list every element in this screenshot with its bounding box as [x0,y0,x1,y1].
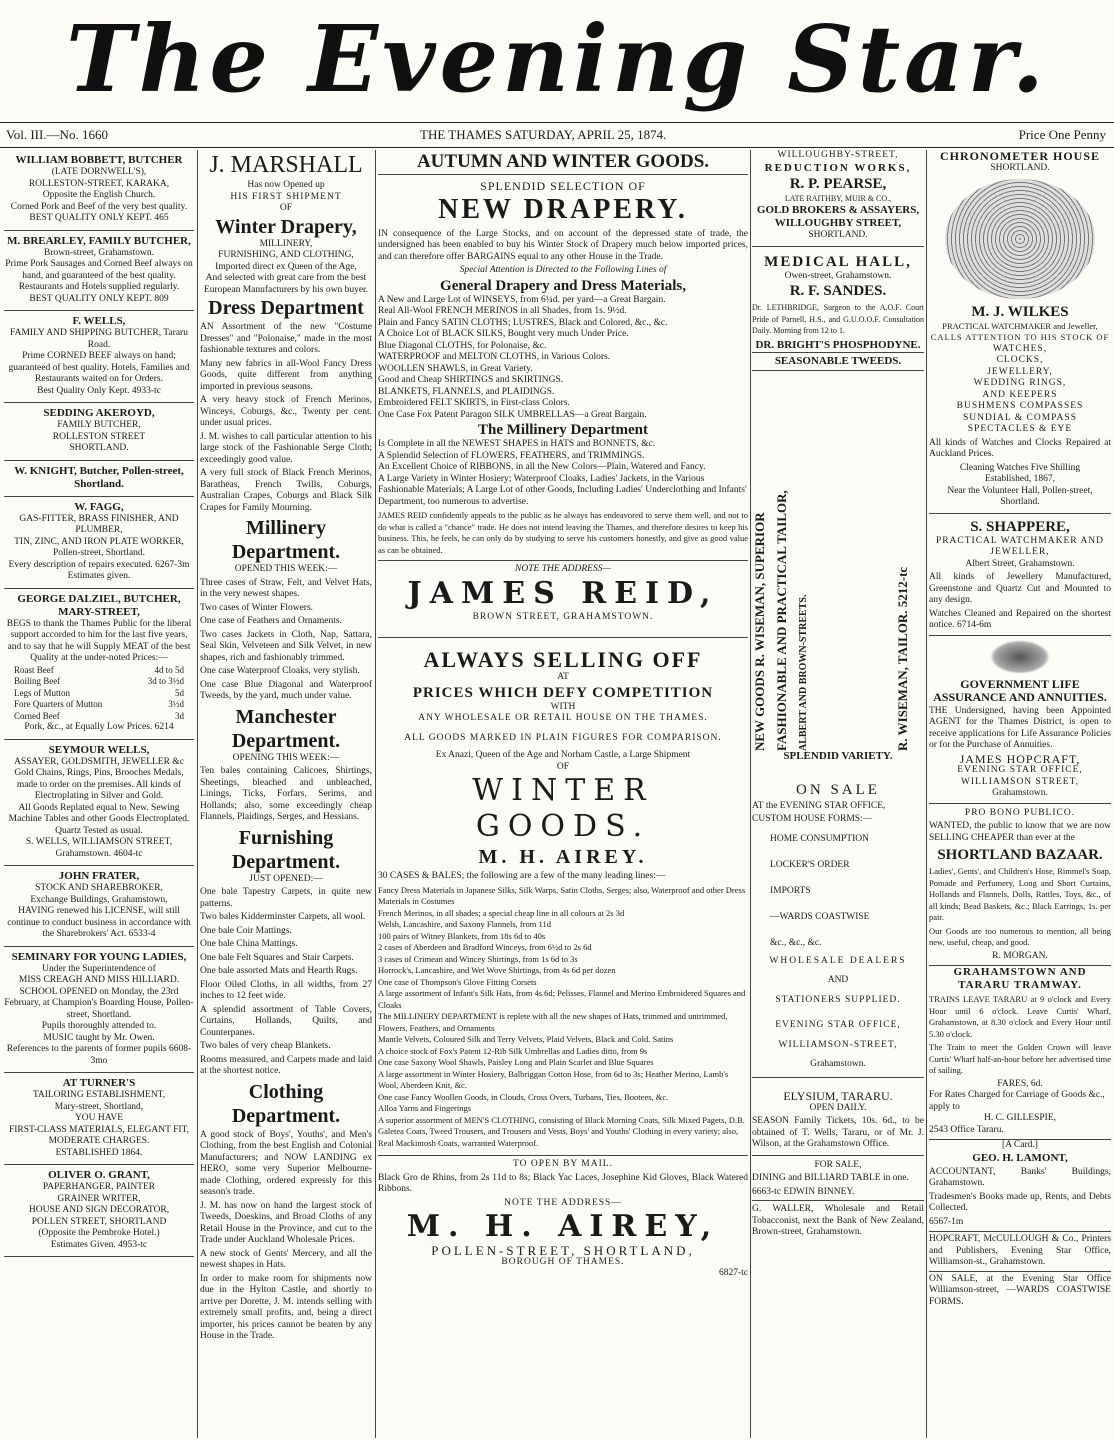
section-paragraph: In order to make room for shipments now due in the Hylton Castle, and shortly to arrive per Dorette, J. M. intends selling with extremely small profits, and, being a direct importer, his prices cannot be beaten by any House in the Trade. [200,1273,372,1341]
business-ad [4,231,194,312]
waller: G. WALLER, Wholesale and Retail Tobacconist, next the Bank of New Zealand, Brown-street, Grahamstown. [752,1200,924,1239]
forms-list [752,826,924,956]
drapery-line: A New and Large Lot of WINSEYS, from 6¼d. per yard—a Great Bargain. [378,294,666,305]
binney: 6663-tc EDWIN BINNEY. [752,1186,855,1197]
wilkes-name: M. J. WILKES [971,303,1069,320]
business-ad [4,740,194,867]
train-golden-crown: The Train to meet the Golden Crown will leave Curtis' Wharf half-an-hour before her advertised time of sailing. [929,1042,1111,1075]
stock-line: A superior assortment of MEN'S CLOTHING, consisting of Black Morning Coats, Silk Mixed Pagets, D.B. Galetea Coats, Tweed Trousers, and Trousers and Vests, Boys' and Youths' Clothing in every variety; also, Real Mackintosh Coats, warranted Waterproof. [378,1114,745,1148]
section-paragraph: Two bales of very cheap Blankets. [200,1041,331,1051]
wiseman-line-5: R. WISEMAN, TAILOR. 5212-tc [895,566,910,751]
ad-line: Brown-street, Grahamstown. [43,247,154,258]
at-evening-star: AT the EVENING STAR OFFICE, [752,800,886,811]
price-item: Legs of Mutton [14,687,70,698]
calls-attention: CALLS ATTENTION TO HIS STOCK OF [930,332,1110,342]
section-paragraph: J. M. wishes to call particular attention to his large stock of the Fashionable Serge Cloth; exceedingly good value. [200,431,372,465]
custom-house-forms: CUSTOM HOUSE FORMS:— [752,814,873,824]
stock-line: Welsh, Lancashire, and Saxony Flannels, from 11d [378,919,551,929]
price-row [4,688,194,700]
watches-cleaned: Watches Cleaned and Repaired on the shortest notice. 6714-6m [929,609,1111,636]
price-value: 5d [175,687,184,698]
note-address-2: NOTE THE ADDRESS— [504,1197,622,1208]
ad-line: Under the Superintendence of [42,963,156,974]
ad-line: ROLLESTON STREET [52,431,146,442]
marshall-header: J. MARSHALL [209,152,363,178]
wilkes-prac: PRACTICAL WATCHMAKER and Jeweller, [942,320,1098,331]
ad-heading: F. WELLS, [72,315,126,327]
clock-illustration [945,179,1095,299]
winter-drapery-heading: Winter Drapery, [215,215,357,238]
section-heading: Furnishing Department. [231,826,341,873]
ad-line: All Goods Replated equal to New. Sewing Machine Tables and other Goods Electroplated. [8,802,190,824]
section-sub: JUST OPENED:— [249,873,323,884]
any-wholesale: ANY WHOLESALE OR RETAIL HOUSE ON THE THAMES. [418,713,708,723]
ad-line: SCHOOL OPENED on Monday, the 23rd February, at Champion's Boarding House, Pollen-street, Shortland. [4,986,194,1020]
section-paragraph: One case Waterproof Cloaks, very stylish. [200,666,360,676]
masthead [0,0,1114,118]
millinery-heading: The Millinery Department [478,422,648,438]
section-paragraph: A new stock of Gents' Mercery, and all the newest shapes in Hats. [200,1248,372,1270]
business-ad [4,497,194,589]
stock-line: A large assortment in Winter Hosiery, Balbriggan Cotton Hose, from 6d to 3s; Heather Merino, Lamb's Wool, Aberdeen Knit, &c. [378,1068,729,1090]
wanted: WANTED, the public to know that we are now SELLING CHEAPER than ever at the [929,821,1111,843]
season-tickets: SEASON Family Tickets, 10s. 6d., to be obtained of T. Wells, Tararu, or of Mr. J. Wilson, at the Grahamstown Office. [752,1116,924,1156]
chronometer-house: CHRONOMETER HOUSE [939,150,1100,163]
marshall-line-4: And selected with great care from the best European Manufacturers by his own buyer. [203,273,369,295]
ad-line: SHORTLAND. [69,443,129,453]
stock-item: BUSHMENS COMPASSES [956,401,1084,411]
business-ad [4,311,194,403]
section-heading: Dress Department [208,297,364,319]
ad-line: Estimates Given. 4953-tc [50,1239,148,1250]
bazaar-ladies: Ladies', Gents', and Children's Hose, Rimmel's Soap, Pomade and Perfumery, Long and Short Curtains, Hollands and Flannels, Dolls, Rattles, Toys, &c., of all kinds; Bead Baskets, &c.; Black Earrings, 1s. per pair. [929,866,1111,922]
prices-defy: PRICES WHICH DEFY COMPETITION [412,684,714,701]
price-value: 3d [175,710,184,721]
albert-street: Albert Street, Grahamstown. [965,558,1075,569]
late-raithby: LATE RAITHBY, MUIR & CO., [784,193,892,203]
evening-star-office-5: EVENING STAR OFFICE, [957,765,1083,775]
reid-address: BROWN STREET, GRAHAMSTOWN. [472,611,654,622]
drapery-line: BLANKETS, FLANNELS, and PLAIDINGS. [378,386,555,397]
ad-line: TAILORING ESTABLISHMENT, [32,1090,166,1100]
ad-line: Corned Pork and Beef of the very best quality. [10,201,188,212]
williamson-street-5: WILLIAMSON STREET, [960,776,1080,787]
ad-line: FIRST-CLASS MATERIALS, ELEGANT FIT, MODERATE CHARGES. [8,1124,190,1146]
ad-line: HAVING renewed his LICENSE, will still continue to conduct business in accordance with the Sharebrokers' Act. 6533-4 [7,906,191,939]
rates-charged: For Rates Charged for Carriage of Goods &c., apply to [929,1090,1105,1112]
general-drapery-heading: General Drapery and Dress Materials, [440,277,686,294]
stock-line: A large assortment of Infant's Silk Hats, from 4s 6d; Pelisses, Flannel and Merino Embroidered Squares and Cloaks [378,988,746,1010]
ad-line: MUSIC taught by Mr. Owen. [43,1032,155,1043]
form-item: &c., &c., &c. [770,937,822,948]
stock-item: SPECTACLES & EYE [967,424,1073,434]
lethbridge: Dr. LETHBRIDGE, Surgeon to the A.O.F. Court Pride of Parnell, H.S., and G.U.O.O.F. Consultation Daily. Morning from 12 to 1. [752,303,924,335]
ad-heading: OLIVER O. GRANT, [48,1169,150,1181]
drapery-line: One Case Fox Patent Paragon SILK UMBRELLAS—a Great Bargain. [378,409,647,420]
shipment-line: Ex Anazi, Queen of the Age and Norham Castle, a Large Shipment [435,750,691,760]
ad-heading: GEORGE DALZIEL, BUTCHER, MARY-STREET, [17,592,181,618]
jewellery-manufactured: All kinds of Jewellery Manufactured, Greenstone and Quartz Cut and Mounted to any design. [929,572,1111,605]
wiseman-vertical-ad [752,371,924,761]
medical-hall: MEDICAL HALL, [764,253,912,270]
section-paragraph: Many new fabrics in all-Wool Fancy Dress Goods, quite different from anything imported in previous seasons. [200,358,372,392]
business-ad [4,1165,194,1257]
ad-heading: SEMINARY FOR YOUNG LADIES, [11,950,187,963]
business-ad [4,589,194,740]
ad-line: Best Quality Only Kept. 4933-tc [37,385,161,396]
ad-line: YOU HAVE [74,1113,124,1123]
stock-line: Horrock's, Lancashire, and Wet Wove Shirtings, from 4s 6d per dozen [378,965,616,975]
autumn-winter-heading: AUTUMN AND WINTER GOODS. [378,150,748,175]
shappere-name: S. SHAPPERE, [970,518,1070,535]
gillespie: H. C. GILLESPIE, [983,1113,1057,1123]
stock-line: Mantle Velvets, Coloured Silk and Terry Velvets, Plaid Velvets, Black and Cold. Satins [378,1034,674,1044]
with-label: WITH [550,701,576,712]
ad-tail: Pork, &c., at Equally Low Prices. 6214 [24,722,174,732]
established: Established, 1867, [985,474,1055,484]
ad-line: POLLEN STREET, SHORTLAND [31,1216,167,1227]
ad-line: S. WELLS, WILLIAMSON STREET, Grahamstown. 4604-tc [25,837,173,859]
business-ad [4,866,194,947]
near-volunteer-hall: Near the Volunteer Hall, Pollen-street, Shortland. [929,486,1111,514]
fares: FARES, 6d. [997,1078,1043,1089]
coastwise-forms: ON SALE, at the Evening Star Office Williamson-street, —WARDS COASTWISE FORMS. [929,1271,1111,1309]
section-paragraph: Three cases of Straw, Felt, and Velvet Hats, in the very newest shapes. [200,577,372,599]
section-paragraph: Two cases Jackets in Cloth, Nap, Sattara, Seal Skin, Velveteen and Silk Velvet, in new shapes, rich and fashionably trimmed. [200,629,372,663]
willoughby-street: WILLOUGHBY-STREET, [777,150,899,160]
drapery-line: Embroidered FELT SKIRTS, in First-class Colors. [378,398,570,408]
airey-stock-list [378,885,748,1150]
hopcraft-printers: HOPCRAFT, McCULLOUGH & Co., Printers and Publishers, Evening Star Office, Williamson-st., Grahamstown. [929,1234,1111,1267]
ad-line: References to the parents of former pupils 6608-3mo [6,1044,192,1066]
wiseman-line-1: NEW GOODS R. WISEMAN, SUPERIOR [752,511,767,751]
ad-line: Opposite the English Church. [42,190,156,200]
ad-heading: W. KNIGHT, Butcher, Pollen-street, Shortland. [14,464,184,490]
ad-line: Gold Chains, Rings, Pins, Brooches Medals, made to order on the premises. All kinds of Electroplating in Silver and Gold. [14,768,184,801]
willoughby-street-2: WILLOUGHBY STREET, [774,217,902,229]
marshall-line-1: MILLINERY, [259,238,313,249]
dateline [0,122,1114,148]
new-drapery-heading: NEW DRAPERY. [438,193,688,225]
ad-line: Quartz Tested as usual. [55,825,143,836]
to-open-by-mail: TO OPEN BY MAIL. [378,1155,748,1171]
phosphodyne: DR. BRIGHT'S PHOSPHODYNE. [755,338,921,351]
hopcraft-name: JAMES HOPCRAFT, [959,751,1081,766]
section-paragraph: One bale China Mattings. [200,939,298,949]
stock-item: CLOCKS, [996,355,1044,365]
ad-line: ASSAYER, GOLDSMITH, JEWELLER &c [14,756,184,767]
for-sale: FOR SALE, [814,1159,862,1170]
pearse-name: R. P. PEARSE, [789,175,887,192]
business-ad [4,947,194,1074]
section-paragraph: Rooms measured, and Carpets made and laid at the shortest notice. [200,1054,372,1076]
business-ad [4,1073,194,1165]
general-drapery-list [378,295,748,422]
stationers-supplied: STATIONERS SUPPLIED. [775,994,901,1005]
marshall-intro-2: HIS FIRST SHIPMENT [230,191,342,202]
price-value: 4d to 5d [154,664,184,675]
column-services [752,150,924,1438]
section-paragraph: A very full stock of Black French Merinos, Baratheas, French Twills, Coburgs, Australian Crapes, Coburgs and Black Silk Crapes for Family Mourning. [200,468,372,513]
williamson-street: WILLIAMSON-STREET, [778,1039,898,1050]
ad-line: Prime Pork Sausages and Corned Beef always on hand, and guaranteed of the best quality. Restaurants and Hotels supplied regularly. [5,259,193,292]
wholesale-dealers: WHOLESALE DEALERS [769,955,907,966]
cases-bales: 30 CASES & BALES; the following are a few of the many leading lines:— [378,871,666,881]
tradesmen-books: Tradesmen's Books made up, Rents, and Debts Collected. [929,1191,1111,1213]
pollen-street: POLLEN-STREET, SHORTLAND, [431,1243,695,1258]
ad-line: Mary-street, Shortland, [54,1101,144,1112]
section-sub: OPENING THIS WEEK:— [232,752,340,763]
stock-line: 100 pairs of Witney Blankets, from 18s 6d to 40s [378,930,546,941]
ad-line: BEGS to thank the Thames Public for the liberal support accorded to him for the last five years, and to say that he will Supply MEAT of the best Quality at the under-noted Prices:— [6,618,192,663]
ad-line: HOUSE AND SIGN DECORATOR, [28,1205,170,1215]
owen-street: Owen-street, Grahamstown. [784,270,892,281]
section-paragraph: Ten bales containing Calicoes, Shirtings, Sheetings, bleached and unbleached, Linings, Ticks, Forfars, Serims, and Hollands; also, some exceedingly cheap Flannels, Plaidings, Serges, and Hessians. [200,766,372,822]
volume-number: Vol. III.—No. 1660 [6,127,108,142]
marshall-line-3: Imported direct ex Queen of the Age, [215,261,357,272]
reduction-works: REDUCTION WORKS, [764,161,912,174]
morgan-name: R. MORGAN. [929,951,1111,967]
all-kinds: All kinds of Watches and Clocks Repaired at Auckland Prices. [929,437,1111,459]
drapery-line: WOOLLEN SHAWLS, in Great Variety. [378,363,533,374]
ad-line: ROLLESTON-STREET, KARAKA, [28,178,170,189]
stock-line: One case Fancy Woollen Goods, in Clouds, Cross Overs, Turbans, Ties, Bootees, &c. [378,1091,669,1102]
stock-item: SUNDIAL & COMPASS [963,412,1077,423]
ad-heading: SEDDING AKEROYD, [43,407,155,419]
newspaper-title: The Evening Star. [66,5,1048,113]
section-paragraph: One bale assorted Mats and Hearth Rugs. [200,966,358,976]
millinery-list [378,439,748,508]
ad-line: Exchange Buildings, Grahamstown, [30,894,168,905]
seasonable-tweeds: SEASONABLE TWEEDS. [752,352,924,371]
section-paragraph: Two cases of Winter Flowers. [200,602,314,613]
shortland: SHORTLAND. [752,230,924,247]
column-marshall [200,150,372,1438]
section-paragraph: Two bales Kidderminster Carpets, all wool. [200,912,366,922]
accountant: ACCOUNTANT, Banks' Buildings, Grahamstown. [929,1166,1111,1188]
drapery-line: Good and Cheap SHIRTINGS and SKIRTINGS. [378,375,564,385]
shappere-prac: PRACTICAL WATCHMAKER AND JEWELLER, [935,535,1105,557]
stock-item: AND KEEPERS [982,389,1058,400]
stock-item: WEDDING RINGS, [973,378,1067,388]
shortland-5: SHORTLAND. [990,163,1050,173]
stock-line: One case Saxony Wool Shawls, Paisley Long and Plain Scarlet and Blue Squares [378,1057,654,1067]
stock-line: One case of Thompson's Glove Fitting Corsets [378,976,537,987]
ad-line: BEST QUALITY ONLY KEPT. 465 [29,213,169,223]
winter-goods-heading: WINTER GOODS. [472,773,654,844]
wilkes-stock-list [929,344,1111,436]
stock-line: 3 cases of Crimean and Wincey Shirtings, from 1s 6d to 3s [378,953,578,964]
trains-leave: TRAINS LEAVE TARARU at 9 o'clock and Every Hour until 6 o'clock. Leave Curtis' Wharf, Grahamstown, at 8.30 o'clock and Every Hour until 5.30 o'clock. [929,994,1111,1039]
wiseman-line-2: FASHIONABLE AND PRACTICAL TAILOR, [774,489,789,751]
price-item: Boiling Beef [14,676,61,686]
ad-line: ESTABLISHED 1864. [55,1147,143,1158]
grahamstown-5: Grahamstown. [929,788,1111,804]
open-daily: OPEN DAILY. [809,1102,867,1113]
wiseman-line-4: SPLENDID VARIETY. [783,749,893,762]
ad-line: GRAINER WRITER, [57,1193,141,1204]
ad-line: GAS-FITTER, BRASS FINISHER, AND PLUMBER, [19,513,179,535]
stock-item: JEWELLERY, [987,366,1053,377]
section-paragraph: A splendid assortment of Table Covers, Curtains, Hollands, Quilts, and Counterpanes. [200,1004,372,1038]
stock-line: Alloa Yarns and Fingerings [378,1103,472,1113]
drapery-line: A Choice Lot of BLACK SILKS, Bought very much Under Price. [378,329,629,339]
section-heading: Clothing Department. [231,1080,341,1127]
ad-line: Every description of repairs executed. 6267-3m Estimates given. [8,559,190,581]
government-life: GOVERNMENT LIFE ASSURANCE AND ANNUITIES. [933,676,1107,704]
ad-line: MISS CREAGH AND MISS HILLIARD. [18,975,180,985]
ad-heading: SEYMOUR WELLS, [48,743,150,756]
drapery-line: Real All-Wool FRENCH MERINOS in all Shades, from 1s. 9½d. [378,306,627,316]
section-paragraph: AN Assortment of the new "Costume Dresses" and "Polonaise," made in the most fashionable textures and colors. [200,322,372,355]
ad-heading: AT TURNER'S [62,1077,136,1089]
tramway-heading: GRAHAMSTOWN AND TARARU TRAMWAY. [953,966,1087,991]
mail-goods: Black Gro de Rhins, from 2s 11d to 8s; Black Yac Laces, Josephine Kid Gloves, Black Watered Ribbons. [378,1172,748,1194]
ad-line: FAMILY AND SHIPPING BUTCHER, Tararu Road. [10,328,188,350]
column-rule [197,150,198,1438]
price-row [4,711,194,723]
elysium: ELYSIUM, TARARU. [783,1088,893,1103]
section-paragraph: J. M. has now on hand the largest stock of Tweeds, Doeskins, and Broad Cloths of any Retail House in the Province, and cut to the Trade under Auckland Wholesale Prices. [200,1200,372,1245]
reid-appeal: JAMES REID confidently appeals to the public as he always has endeavored to serve them well, and not to do what is called a "chance" trade. He does not intend leaving the Thames, and therefore desires to keep his business. This, he feels, he can only do by studying to serve his customers honestly, and give as good value as can be obtained. [378,510,748,555]
ad-line: (Opposite the Pembroke Hotel.) [38,1228,160,1238]
business-ad [4,150,194,231]
stock-line: French Merinos, in all shades; a special cheap line in all colours at 2s 3d [378,907,625,918]
airey-name: M. H. AIREY, [406,1209,720,1244]
price-value: 3d to 3½d [147,676,184,686]
column-business-ads [4,150,194,1438]
marshall-line-2: FURNISHING, AND CLOTHING, [218,250,354,260]
section-paragraph: Floor Oiled Cloths, in all widths, from 27 inches to 12 feet wide. [200,979,372,1001]
ad-line: Pupils thoroughly attended to. [41,1021,157,1031]
wiseman-line-3: ALBERT AND BROWN-STREETS. [798,594,809,751]
section-paragraph: A good stock of Boys', Youths', and Men's Clothing, from the best English and Colonial Manufacturers; and NOW LANDING ex HERO, some very Superior Melbourne-made Clothing, ordered expressly for this season's trade. [200,1129,372,1197]
evening-star-office: EVENING STAR OFFICE, [775,1020,901,1030]
ad-line: BEST QUALITY ONLY KEPT. 809 [29,293,169,304]
drapery-line: Plain and Fancy SATIN CLOTHS; LUSTRES, Black and Colored, &c., &c. [378,317,668,328]
section-paragraph: One case Blue Diagonal and Waterproof Tweeds, by the yard, much under value. [200,679,372,701]
airey-heading: M. H. AIREY. [478,846,648,868]
form-item: HOME CONSUMPTION [770,833,869,844]
lamont-code: 6567-1m [929,1217,1111,1233]
issue-date: THE THAMES SATURDAY, APRIL 25, 1874. [420,127,667,142]
form-item: LOCKER'S ORDER [770,859,850,870]
price-row [4,665,194,677]
section-paragraph: One bale Coir Mattings. [200,925,292,936]
section-heading: Millinery Department. [231,517,341,563]
undersigned: THE Undersigned, having been Appointed AGENT for the Thames District, is open to receive applications for Life Assurance Policies or for the Purchase of Annuities. [929,705,1111,750]
form-item: —WARDS COASTWISE [770,911,870,922]
lamont-name: GEO. H. LAMONT, [972,1151,1068,1164]
of-label: OF [556,761,570,772]
section-paragraph: One bale Felt Squares and Stair Carpets. [200,952,354,963]
column-rule [926,150,927,1438]
section-heading: Manchester Department. [231,705,341,752]
on-sale: ON SALE [796,781,880,798]
borough: BOROUGH OF THAMES. [501,1256,625,1267]
marshall-intro-1: Has now Opened up [247,180,325,190]
drapery-line: WATERPROOF and MELTON CLOTHS, in Various Colors. [378,352,611,362]
form-item: IMPORTS [770,885,811,896]
office-tararu: 2543 Office Tararu. [929,1125,1111,1141]
ad-line: TIN, ZINC, AND IRON PLATE WORKER, Pollen-street, Shortland. [14,536,184,558]
drapery-line: Blue Diagonal CLOTHS, for Polonaise, &c. [378,340,547,351]
column-rule [375,150,376,1438]
ad-line: STOCK AND SHAREBROKER, [35,883,163,893]
ad-heading: WILLIAM BOBBETT, BUTCHER [15,154,183,166]
column-rule [750,150,751,1438]
price-item: Roast Beef [14,664,54,675]
pro-bono-publico: PRO BONO PUBLICO. [964,807,1076,818]
millinery-line: A Large Variety in Winter Hosiery; Waterproof Cloaks, Ladies' Jackets, in the Various Fashionable Materials; A Large Lot of other Goods, Including Ladies' Underclothing and Infants' Department, too numerous to advertise. [378,473,747,507]
ad-line: Prime CORNED BEEF always on hand; guaranteed of best quality. Hotels, Families and Restaurants waited on for Orders. [8,351,190,384]
section-paragraph: One bale Tapestry Carpets, in quite new patterns. [200,887,372,909]
grahamstown: Grahamstown. [752,1059,924,1078]
price-value: 3½d [168,699,184,709]
millinery-line: A Splendid Selection of FLOWERS, FEATHERS, and TRIMMINGS. [378,450,645,461]
special-attention: Special Attention is Directed to the Following Lines of [459,265,667,275]
business-ad [4,403,194,461]
section-paragraph: A very heavy stock of French Merinos, Winceys, Coburgs, &c., Twenty per cent. under usual prices. [200,395,372,428]
ad-code: 6827-tc [718,1268,748,1278]
stock-line: Fancy Dress Materials in Japanese Silks, Silk Warps, Satin Cloths, Serges; also, Waterproof and other Dress Materials in Costumes [378,884,746,906]
price: Price One Penny [1018,127,1106,142]
ad-line: PAPERHANGER, PAINTER [42,1182,156,1192]
price-item: Fore Quarters of Mutton [14,699,103,709]
always-selling-off: ALWAYS SELLING OFF [378,637,748,672]
ad-heading: M. BREARLEY, FAMILY BUTCHER, [7,234,191,247]
section-paragraph: One case of Feathers and Ornaments. [200,616,342,626]
section-sub: OPENED THIS WEEK:— [234,564,338,574]
ad-line: (LATE DORNWELL'S), [51,167,147,177]
james-reid-name: JAMES REID, [407,575,719,611]
splendid-selection: SPLENDID SELECTION OF [480,179,646,193]
stock-line: A choice stock of Fox's Patent 12-Rib Silk Umbrellas and Ladies ditto, from 9s [378,1045,648,1056]
business-ad [4,461,194,497]
cleaning-watches: Cleaning Watches Five Shilling [959,462,1081,473]
sandes-name: R. F. SANDES. [789,283,887,299]
marshall-intro-3: OF [279,203,293,213]
at-label: AT [557,672,569,682]
stock-line: The MILLINERY DEPARTMENT is replete with all the new shapes of Hats, trimmed and untrimmed, Flowers, Feathers, and Ornaments [378,1011,728,1033]
price-item: Corned Beef [14,710,60,721]
and-label: AND [827,975,849,985]
stock-item: WATCHES, [992,343,1048,354]
note-address: NOTE THE ADDRESS— [378,560,748,576]
shortland-bazaar: SHORTLAND BAZAAR. [937,847,1103,863]
millinery-line: Is Complete in all the NEWEST SHAPES in HATS and BONNETS, &c. [378,439,656,449]
marked-plain: ALL GOODS MARKED IN PLAIN FIGURES FOR COMPARISON. [404,732,722,743]
price-row [4,699,194,711]
ad-heading: JOHN FRATER, [58,870,140,882]
column-jewellers [929,150,1111,1438]
drapery-intro: IN consequence of the Large Stocks, and on account of the depressed state of trade, the undersigned has been enabled to buy his Winter Stock of Drapery much below imported prices, and can therefore offer BARGAINS equal to any other House in the Trade. [378,228,748,262]
marshall-sections [200,296,372,1343]
royal-crest-icon [990,640,1050,674]
column-drapery [378,150,748,1438]
a-card: [A Card.] [1002,1140,1038,1150]
ad-heading: W. FAGG, [74,500,124,513]
bazaar-goods: Our Goods are too numerous to mention, all being new, useful, cheap, and good. [929,925,1111,947]
gold-brokers: GOLD BROKERS & ASSAYERS, [756,204,920,216]
price-row [4,676,194,688]
millinery-line: An Excellent Choice of RIBBONS, in all the New Colors—Plain, Watered and Fancy. [378,462,706,472]
stock-line: 2 cases of Aberdeen and Bradford Winceys, from 6½d to 2s 6d [378,942,592,952]
dining-table: DINING and BILLIARD TABLE in one. [752,1173,909,1183]
ad-line: FAMILY BUTCHER, [57,420,141,430]
